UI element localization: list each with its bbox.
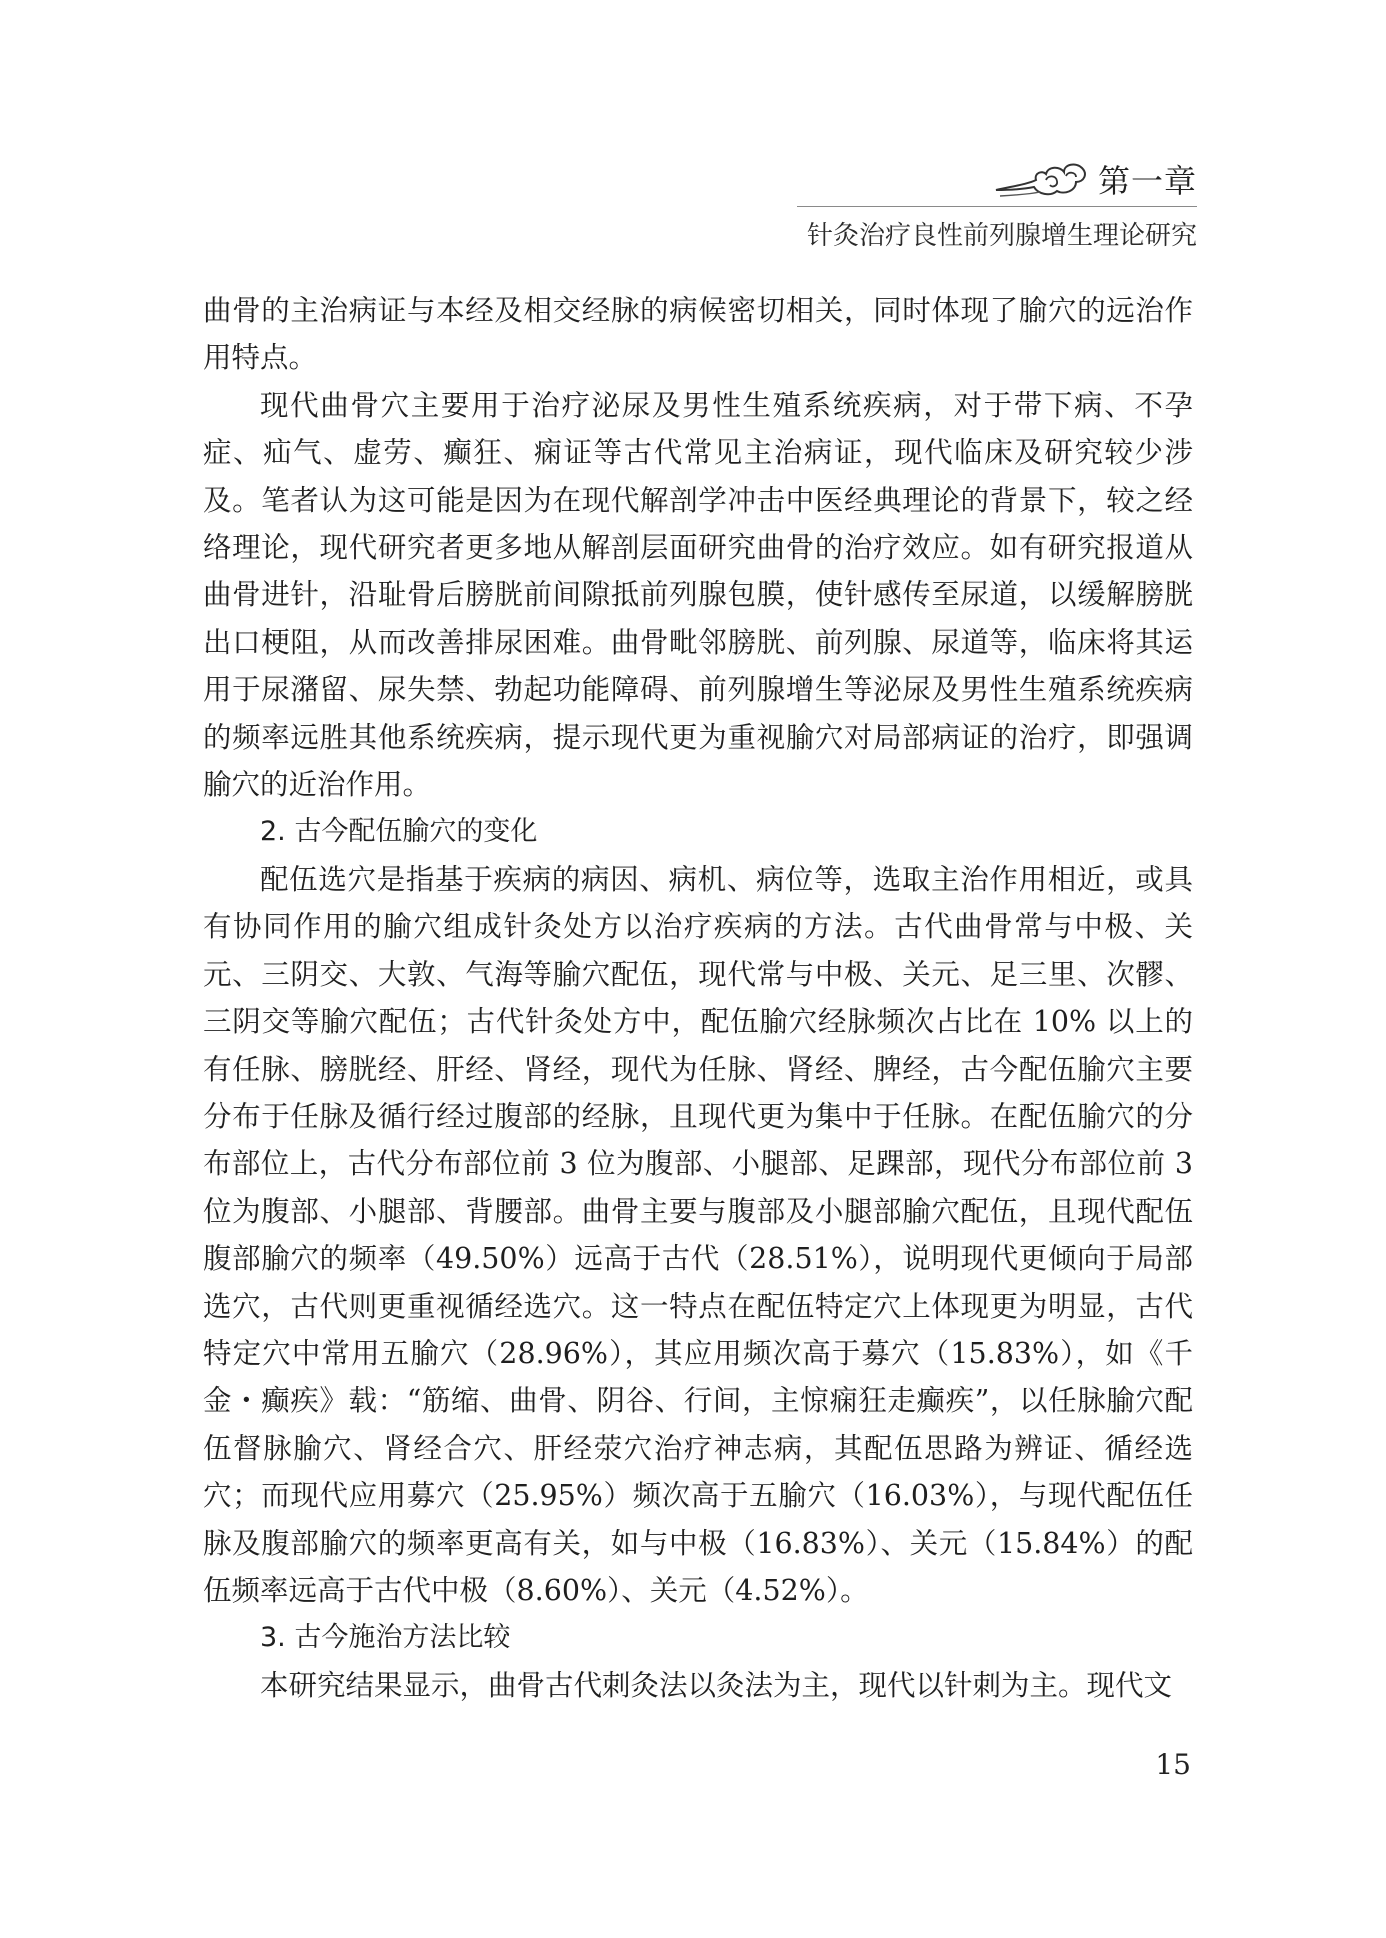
cloud-ornament-icon: [994, 160, 1090, 202]
section-heading: 3. 古今施治方法比较: [260, 1622, 511, 1654]
chapter-heading: [994, 156, 1197, 206]
page-number: 15: [1155, 1748, 1191, 1781]
paragraph: 曲骨的主治病证与本经及相交经脉的病候密切相关，同时体现了腧穴的远治作用特点。: [203, 294, 1193, 375]
book-title: 针灸治疗良性前列腺增生理论研究: [806, 221, 1197, 251]
paragraph: 现代曲骨穴主要用于治疗泌尿及男性生殖系统疾病，对于带下病、不孕症、疝气、虚劳、癫狂、痫证等古代常见主治病证，现代临床及研究较少涉及。笔者认为这可能是因为在现代解剖学冲击中医经典理论的背景下，较之经络理论，现代研究者更多地从解剖层面研究曲骨的治疗效应。如有研究报道从曲骨进针，沿耻骨后膀胱前间隙抵前列腺包膜，使针感传至尿道，以缓解膀胱出口梗阻，从而改善排尿困难。曲骨毗邻膀胱、前列腺、尿道等，临床将其运用于尿潴留、尿失禁、勃起功能障碍、前列腺增生等泌尿及男性生殖系统疾病的频率远胜其他系统疾病，提示现代更为重视腧穴对局部病证的治疗，即强调腧穴的近治作用。: [203, 388, 1193, 802]
section-heading: 2. 古今配伍腧穴的变化: [260, 816, 538, 848]
chapter-title: 第一章: [1097, 162, 1197, 200]
header-rule: [797, 206, 1197, 207]
paragraph: 配伍选穴是指基于疾病的病因、病机、病位等，选取主治作用相近，或具有协同作用的腧穴组成针灸处方以治疗疾病的方法。古代曲骨常与中极、关元、三阴交、大敦、气海等腧穴配伍，现代常与中极、关元、足三里、次髎、三阴交等腧穴配伍；古代针灸处方中，配伍腧穴经脉频次占比在 10% 以上的有任脉、膀胱经、肝经、肾经，现代为任脉、肾经、脾经，古今配伍腧穴主要分布于任脉及循行经过腹部的经脉，且现代更为集中于任脉。在配伍腧穴的分布部位上，古代分布部位前 3 位为腹部、小腿部、足踝部，现代分布部位前 3 位为腹部、小腿部、背腰部。曲骨主要与腹部及小腿部腧穴配伍，且现代配伍腹部腧穴的频率（49.50%）远高于古代（28.51%），说明现代更倾向于局部选穴，古代则更重视循经选穴。这一特点在配伍特定穴上体现更为明显，古代特定穴中常用五腧穴（28.96%），其应用频次高于募穴（15.83%），如《千金・癫疾》载：“筋缩、曲骨、阴谷、行间，主惊痫狂走癫疾”，以任脉腧穴配伍督脉腧穴、肾经合穴、肝经荥穴治疗神志病，其配伍思路为辨证、循经选穴；而现代应用募穴（25.95%）频次高于五腧穴（16.03%），与现代配伍任脉及腹部腧穴的频率更高有关，如与中极（16.83%）、关元（15.84%）的配伍频率远高于古代中极（8.60%）、关元（4.52%）。: [203, 862, 1193, 1607]
paragraph: 本研究结果显示，曲骨古代刺灸法以灸法为主，现代以针刺为主。现代文: [260, 1668, 1173, 1702]
running-header: [597, 150, 1197, 260]
body-text: [203, 287, 1193, 1709]
